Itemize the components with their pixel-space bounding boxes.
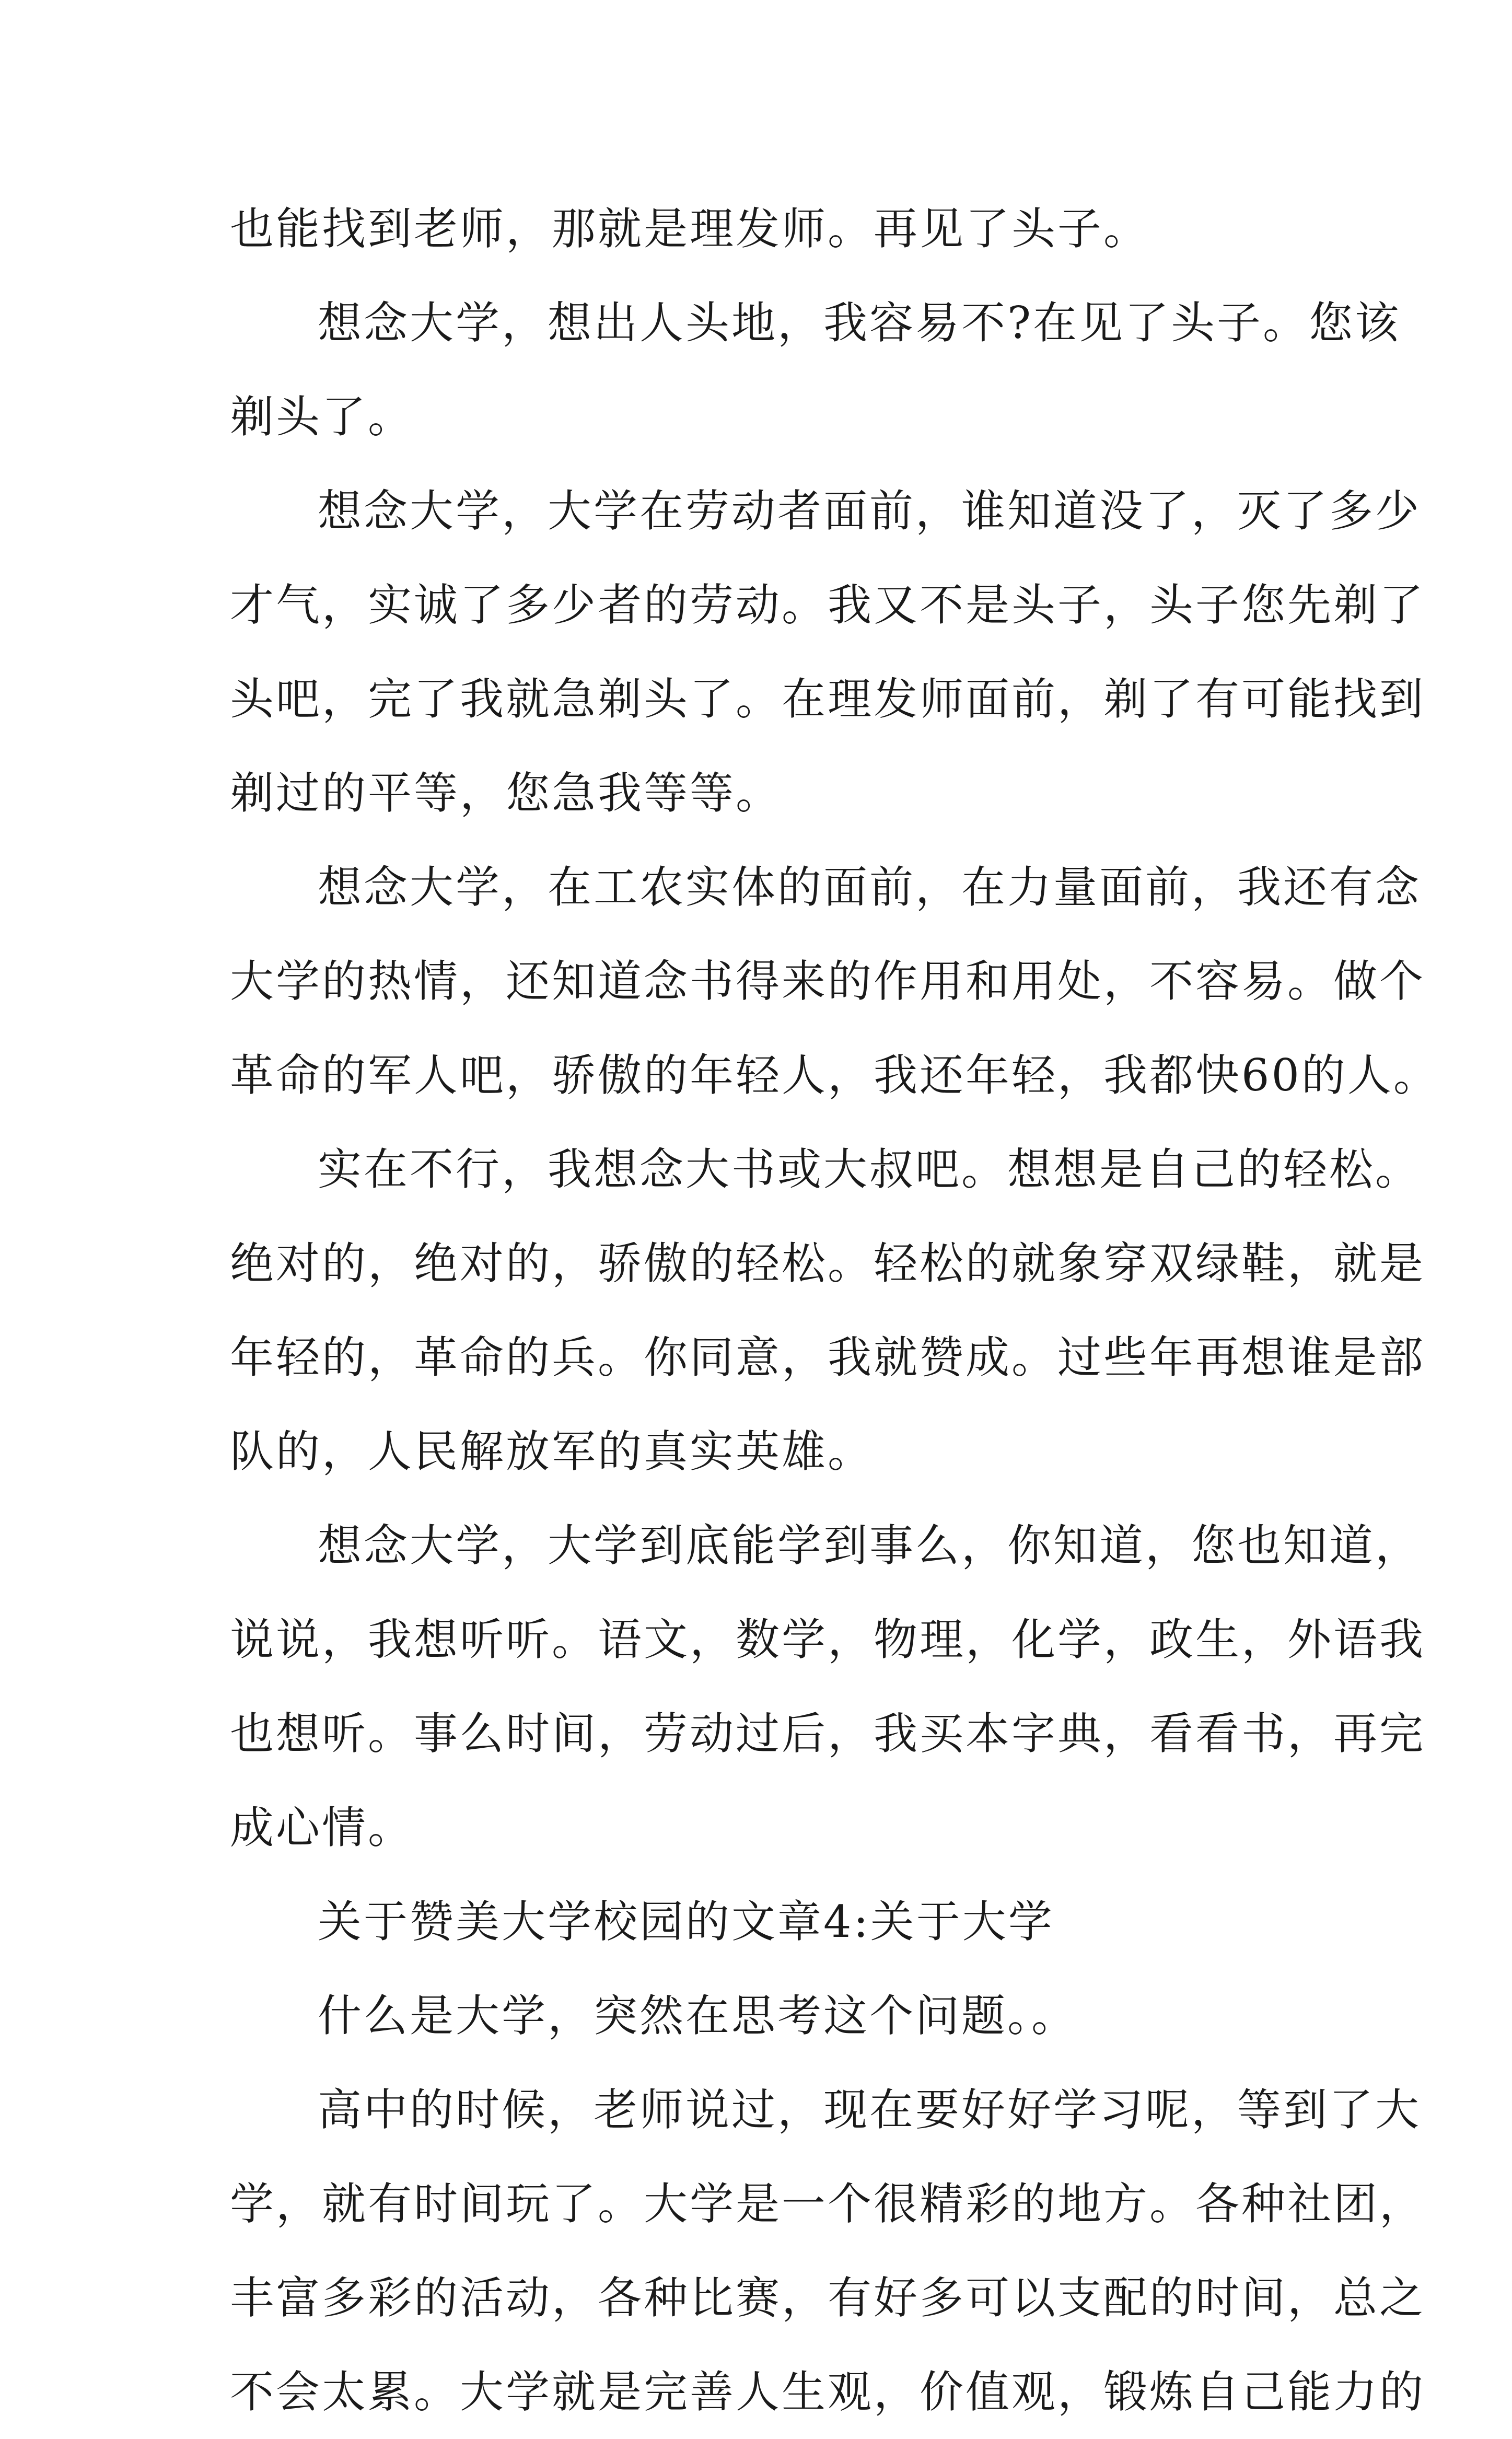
- text-line: 才气，实诚了多少者的劳动。我又不是头子，头子您先剃了: [230, 579, 1426, 631]
- text-line: 革命的军人吧，骄傲的年轻人，我还年轻，我都快60的人。: [230, 1050, 1439, 1101]
- text-line: 也能找到老师，那就是理发师。再见了头子。: [230, 203, 1150, 254]
- text-line: 高中的时候，老师说过，现在要好好学习呢，等到了大: [318, 2084, 1422, 2135]
- text-line: 大学的热情，还知道念书得来的作用和用处，不容易。做个: [230, 956, 1426, 1007]
- text-line: 说说，我想听听。语文，数学，物理，化学，政生，外语我: [230, 1614, 1426, 1665]
- text-line: 成心情。: [230, 1802, 414, 1853]
- text-line: 年轻的，革命的兵。你同意，我就赞成。过些年再想谁是部: [230, 1332, 1426, 1383]
- section-heading: 关于赞美大学校园的文章4:关于大学: [318, 1896, 1054, 1947]
- text-line: 不会太累。大学就是完善人生观，价值观，锻炼自己能力的: [230, 2366, 1426, 2418]
- text-line: 绝对的，绝对的，骄傲的轻松。轻松的就象穿双绿鞋，就是: [230, 1238, 1426, 1289]
- text-line: 什么是大学，突然在思考这个问题。。: [318, 1990, 1078, 2041]
- text-line: 想念大学，大学在劳动者面前，谁知道没了，灭了多少: [318, 485, 1422, 537]
- text-line: 想念大学，想出人头地，我容易不?在见了头子。您该: [318, 297, 1401, 349]
- text-line: 剃头了。: [230, 391, 414, 443]
- text-line: 剃过的平等，您急我等等。: [230, 768, 782, 819]
- text-line: 头吧，完了我就急剃头了。在理发师面前，剃了有可能找到: [230, 673, 1426, 725]
- text-line: 学，就有时间玩了。大学是一个很精彩的地方。各种社团，: [230, 2178, 1426, 2229]
- text-line: 想念大学，大学到底能学到事么，你知道，您也知道，: [318, 1520, 1422, 1571]
- text-line: 实在不行，我想念大书或大叔吧。想想是自己的轻松。: [318, 1144, 1422, 1195]
- text-line: 队的，人民解放军的真实英雄。: [230, 1426, 874, 1477]
- document-body: [230, 182, 1439, 2439]
- text-line: 也想听。事么时间，劳动过后，我买本字典，看看书，再完: [230, 1708, 1426, 1759]
- text-line: 想念大学，在工农实体的面前，在力量面前，我还有念: [318, 862, 1422, 913]
- text-line: 丰富多彩的活动，各种比赛，有好多可以支配的时间，总之: [230, 2272, 1426, 2324]
